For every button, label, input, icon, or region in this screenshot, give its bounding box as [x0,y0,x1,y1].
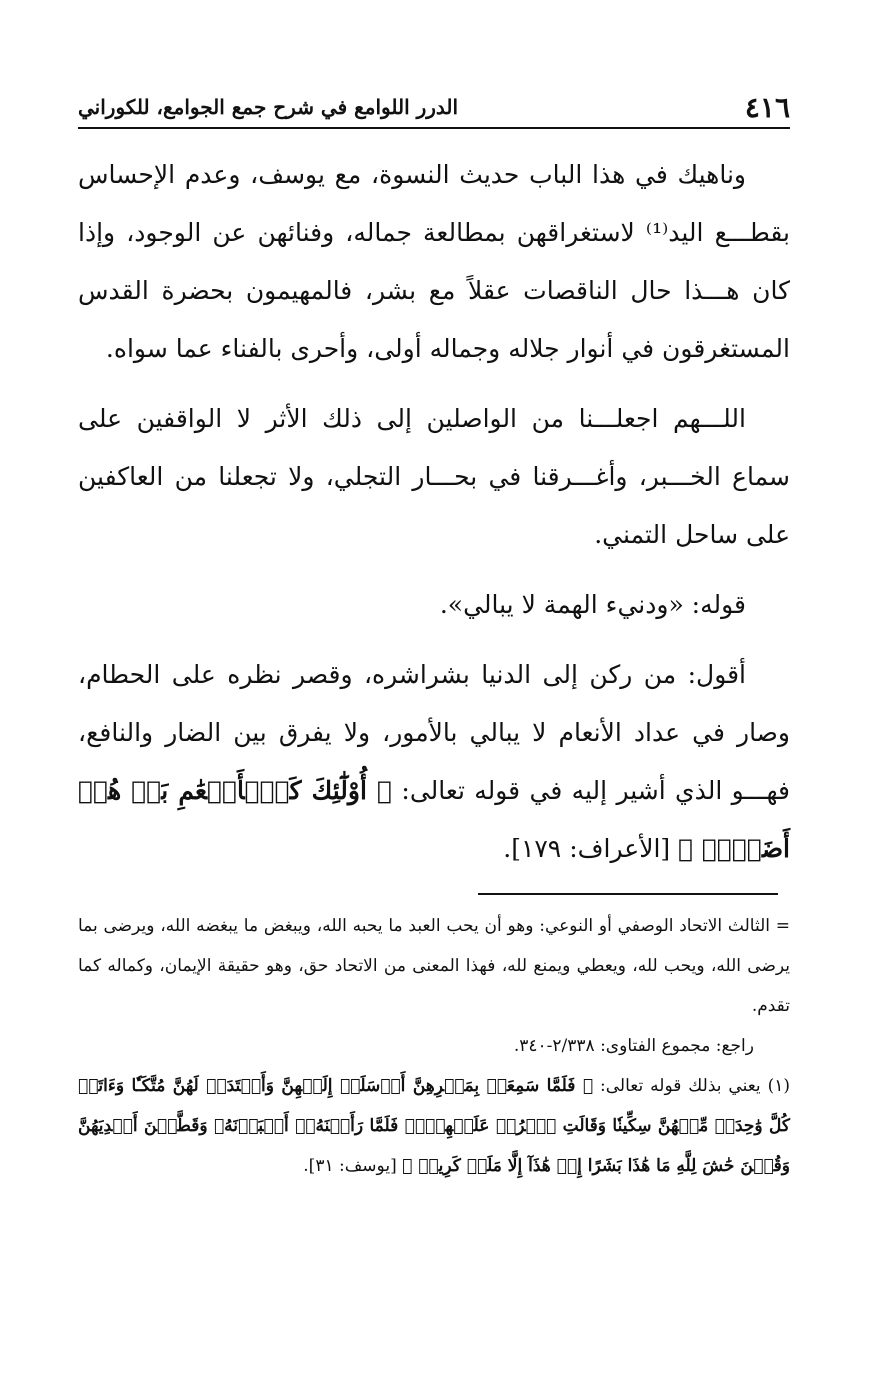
paragraph-text: أقول: من ركن إلى الدنيا بشراشره، وقصر نظره على الحطام، وصار في عداد الأنعام لا يبالي بالأمور، ولا يفرق بين الضار والنافع، فهـــو الذي أشير إليه في قوله تعالى: [78,660,790,805]
page-header [78,88,790,126]
footnote-verse: ﴿ فَلَمَّا سَمِعَتۡ بِمَكۡرِهِنَّ أَرۡسَلَتۡ إِلَيۡهِنَّ وَأَعۡتَدَتۡ لَهُنَّ مُتَّكَـٔٗا وَءَاتَتۡ كُلَّ وَٰحِدَةٖ مِّنۡهُنَّ سِكِّينٗا وَقَالَتِ ٱخۡرُجۡ عَلَيۡهِنَّۖ فَلَمَّا رَأَيۡنَهُۥٓ أَكۡبَرۡنَهُۥ وَقَطَّعۡنَ أَيۡدِيَهُنَّ وَقُلۡنَ حَٰشَ لِلَّهِ مَا هَٰذَا بَشَرًا إِنۡ هَٰذَآ إِلَّا مَلَكٞ كَرِيمٞ ﴾ [78,1076,790,1176]
paragraph: قوله: «ودنيء الهمة لا يبالي». [439,590,746,619]
running-title: الدرر اللوامع في شرح جمع الجوامع، للكوراني [78,95,459,119]
verse-reference: [الأعراف: ١٧٩]. [503,834,671,863]
paragraph: اللـــهم اجعلـــنا من الواصلين إلى ذلك الأثر لا الواقفين على سماع الخـــبر، وأغـــرقنا في بحـــار التجلي، ولا تجعلنا من العاكفين على ساحل التمني. [78,404,790,549]
main-text [78,146,790,878]
footnote-verse-reference: [يوسف: ٣١]. [303,1156,397,1176]
paragraph: وناهيك في هذا الباب حديث النسوة، مع يوسف، وعدم الإحساس بقطـــع اليد⁽¹⁾ لاستغراقهن بمطالعة جماله، وفنائهن عن الوجود، وإذا كان هـــذا حال الناقصات عقلاً مع بشر، فالمهيمون بحضرة القدس المستغرقون في أنوار جلاله وجماله أولى، وأحرى بالفناء عما سواه. [78,160,790,363]
footnote-continuation: = الثالث الاتحاد الوصفي أو النوعي: وهو أن يحب العبد ما يحبه الله، ويبغض ما يبغضه الله، ويرضى بما يرضى الله، ويحب لله، ويعطي ويمنع لله، فهذا المعنى من الاتحاد حق، وهو حقيقة الإيمان، وكماله كما تقدم. [78,916,790,1016]
paragraph [78,646,790,878]
quran-verse: ﴿ أُوْلَٰٓئِكَ كَٱلۡأَنۡعَٰمِ بَلۡ هُمۡ أَضَلُّۚ ﴾ [78,776,790,863]
header-rule [78,127,790,129]
footnote-intro: (١) يعني بذلك قوله تعالى: [600,1076,790,1096]
footnotes [78,906,790,1186]
footnote-1 [78,1066,790,1186]
page-number: ٤١٦ [744,90,790,124]
footnote-rule [478,893,778,895]
footnote-reference-line: راجع: مجموع الفتاوى: ٢/٣٣٨-٣٤٠. [513,1036,754,1056]
